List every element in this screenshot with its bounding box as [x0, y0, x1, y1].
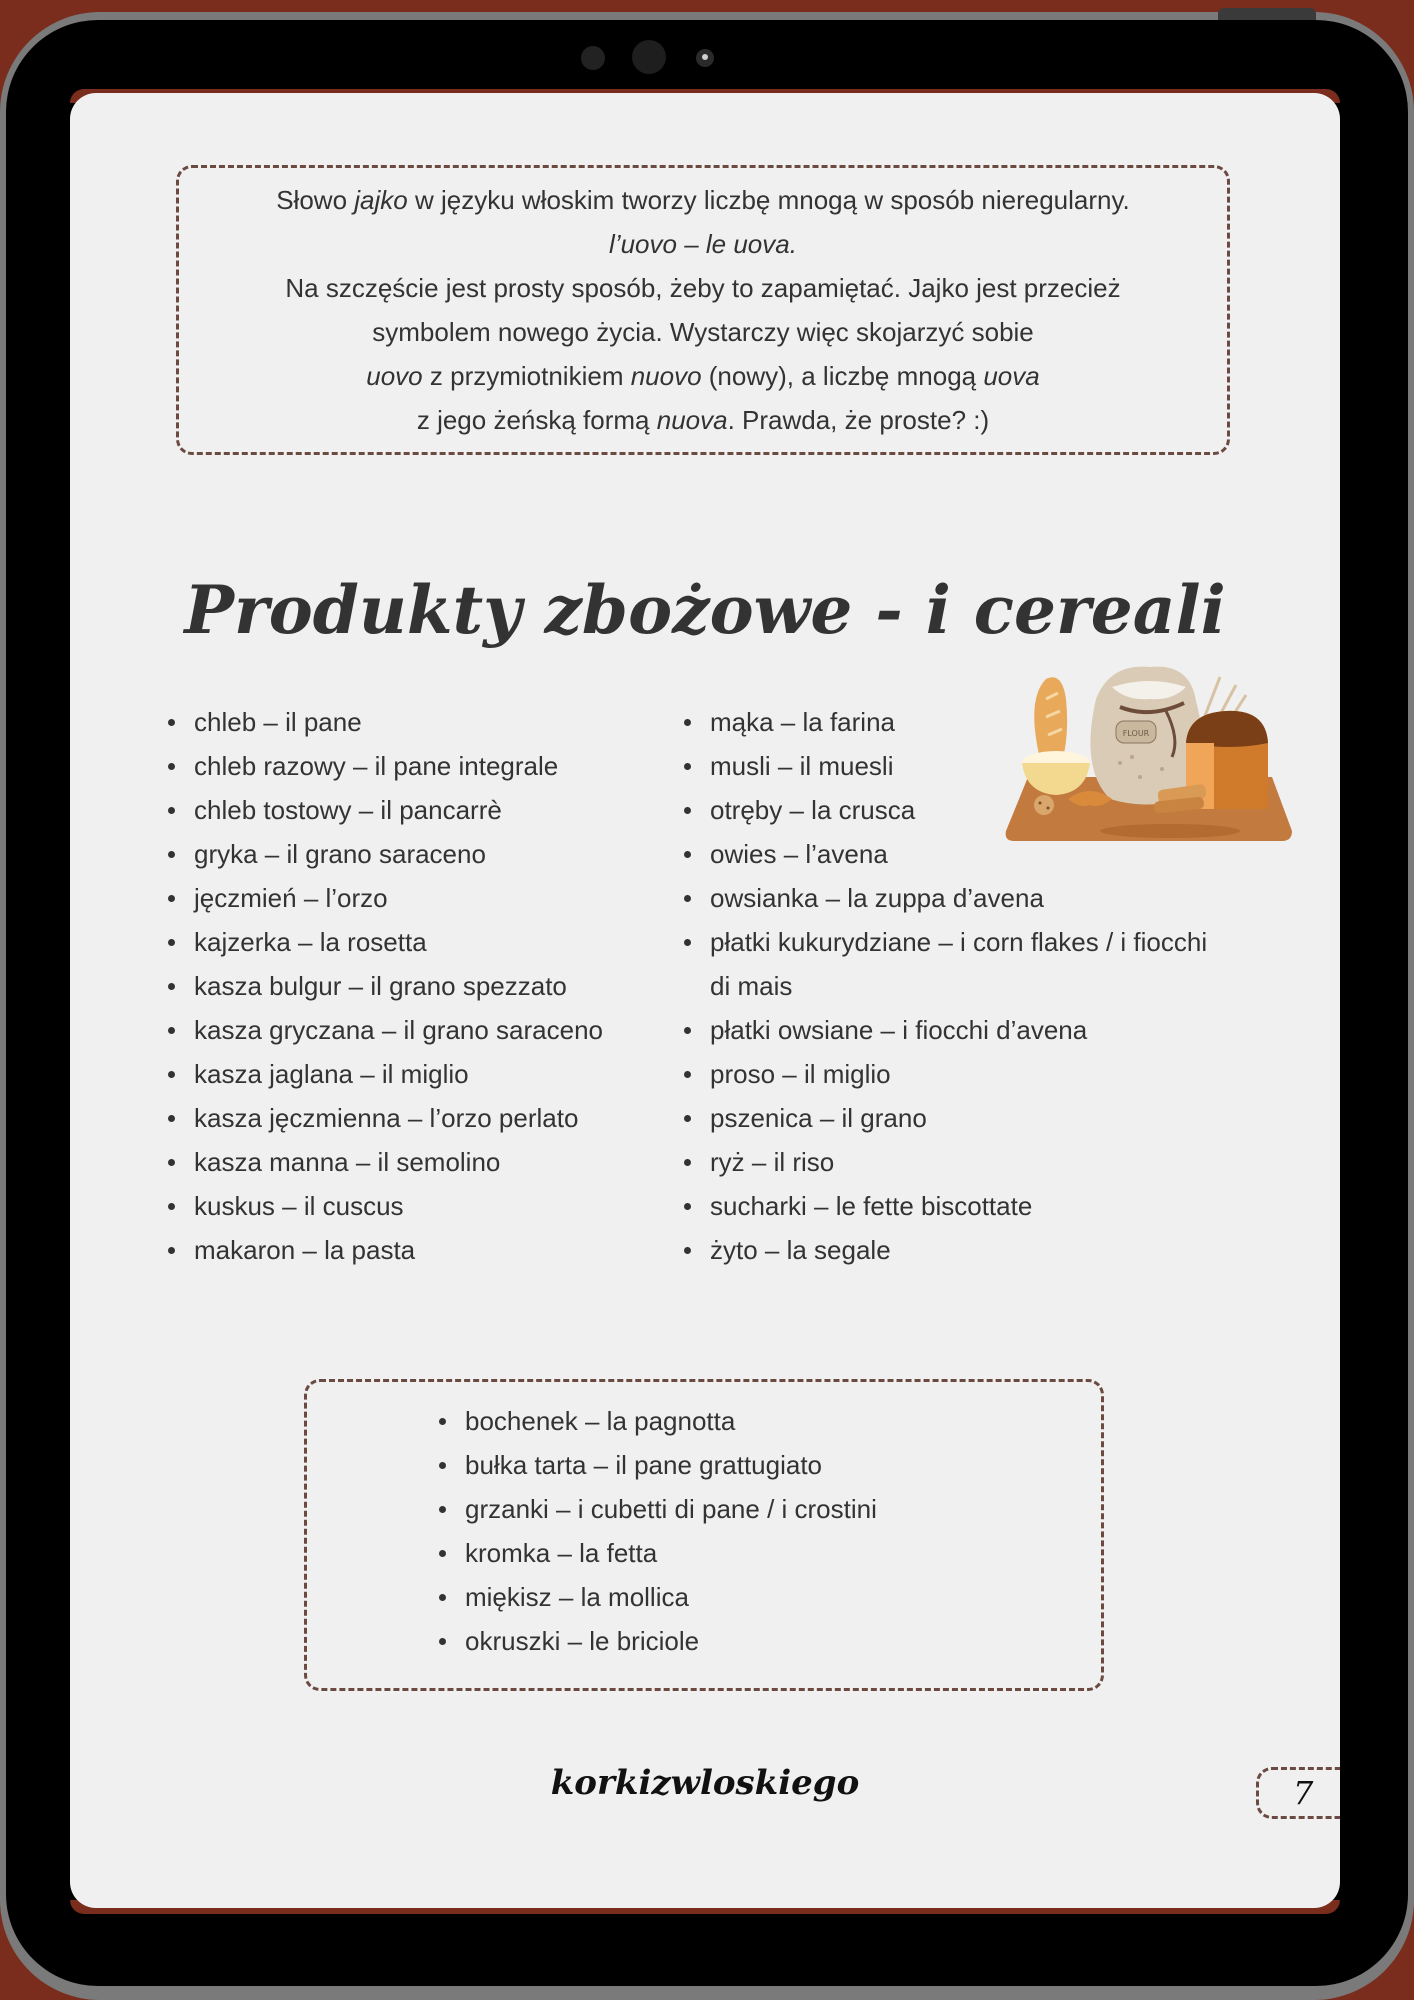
vocab-list-left [166, 700, 666, 1272]
list-item: proso – il miglio [682, 1052, 1340, 1096]
list-item: otręby – la crusca [682, 788, 1340, 832]
list-item: sucharki – le fette biscottate [682, 1184, 1340, 1228]
list-item: kuskus – il cuscus [166, 1184, 666, 1228]
list-item: kajzerka – la rosetta [166, 920, 666, 964]
bread-parts-list [437, 1399, 877, 1663]
document-page[interactable] [70, 93, 1340, 1908]
camera-lens-icon [696, 49, 714, 67]
list-item: grzanki – i cubetti di pane / i crostini [437, 1487, 877, 1531]
list-item: kasza gryczana – il grano saraceno [166, 1008, 666, 1052]
note-line: uovo z przymiotnikiem nuovo (nowy), a liczbę mnogą uova [366, 361, 1040, 391]
list-item: pszenica – il grano [682, 1096, 1340, 1140]
note-line: z jego żeńską formą nuova. Prawda, że proste? :) [416, 405, 990, 435]
sensor-icon [581, 46, 605, 70]
list-item: gryka – il grano saraceno [166, 832, 666, 876]
list-item: kasza bulgur – il grano spezzato [166, 964, 666, 1008]
brand-footer: korkizwloskiego [550, 1763, 860, 1803]
camera-icon [632, 40, 666, 74]
list-item: mąka – la farina [682, 700, 1340, 744]
list-item: owies – l’avena [682, 832, 1340, 876]
list-item: kasza manna – il semolino [166, 1140, 666, 1184]
list-item: chleb – il pane [166, 700, 666, 744]
list-item: okruszki – le briciole [437, 1619, 877, 1663]
list-item: płatki owsiane – i fiocchi d’avena [682, 1008, 1340, 1052]
note-line: Słowo jajko w języku włoskim tworzy liczbę mnogą w sposób nieregularny. [276, 185, 1130, 215]
list-item: chleb razowy – il pane integrale [166, 744, 666, 788]
note-line: Na szczęście jest prosty sposób, żeby to zapamiętać. Jajko jest przecież [285, 273, 1121, 303]
list-item: jęczmień – l’orzo [166, 876, 666, 920]
list-item: żyto – la segale [682, 1228, 1340, 1272]
list-item: musli – il muesli [682, 744, 1340, 788]
list-item: owsianka – la zuppa d’avena [682, 876, 1340, 920]
list-item: kasza jęczmienna – l’orzo perlato [166, 1096, 666, 1140]
flour-bag-label: FLOUR [1122, 729, 1150, 738]
bread-parts-box [304, 1379, 1104, 1691]
list-item: ryż – il riso [682, 1140, 1340, 1184]
note-line: symbolem nowego życia. Wystarczy więc skojarzyć sobie [372, 317, 1034, 347]
list-item: kromka – la fetta [437, 1531, 877, 1575]
section-heading: Produkty zbożowe - i cereali [184, 571, 1226, 649]
note-line: l’uovo – le uova. [609, 229, 797, 259]
page-number: 7 [1256, 1767, 1340, 1819]
list-item: miękisz – la mollica [437, 1575, 877, 1619]
list-item: chleb tostowy – il pancarrè [166, 788, 666, 832]
list-item-continuation: di mais [710, 971, 793, 1001]
list-item: makaron – la pasta [166, 1228, 666, 1272]
list-item: bochenek – la pagnotta [437, 1399, 877, 1443]
list-item: płatki kukurydziane – i corn flakes / i fiocchi [682, 920, 1340, 964]
plural-note-box [176, 165, 1230, 455]
bread-and-flour-illustration [1000, 659, 1300, 845]
list-item: kasza jaglana – il miglio [166, 1052, 666, 1096]
list-item: bułka tarta – il pane grattugiato [437, 1443, 877, 1487]
